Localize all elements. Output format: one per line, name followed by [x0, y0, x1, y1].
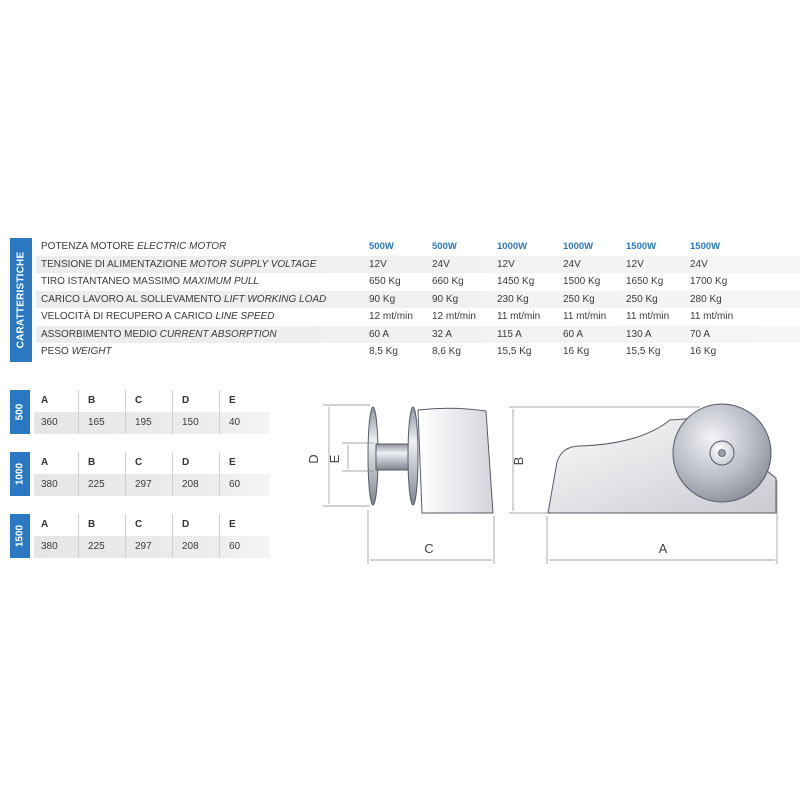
spec-row-label	[41, 308, 274, 326]
label-it: VELOCITÀ DI RECUPERO A CARICO	[41, 311, 213, 322]
spec-cell: 24V	[690, 258, 708, 270]
dimension-header-row	[34, 514, 270, 536]
spec-cell: 60 A	[369, 328, 390, 340]
model-label: 1500	[14, 524, 26, 548]
spec-header-row	[36, 238, 800, 256]
dimension-value: 380	[34, 536, 79, 558]
dimension-value: 208	[175, 536, 220, 558]
dimension-header: B	[81, 452, 126, 474]
spec-cell: 12V	[626, 258, 644, 270]
dimension-value: 150	[175, 412, 220, 434]
dimension-label-e: E	[327, 454, 342, 464]
dimension-value-row	[34, 536, 270, 558]
dimension-value: 225	[81, 474, 126, 496]
label-en: CURRENT ABSORPTION	[159, 328, 277, 340]
section-tab	[10, 238, 32, 362]
dimension-value: 208	[175, 474, 220, 496]
dimension-value: 60	[229, 541, 241, 552]
dimension-header: A	[34, 514, 79, 536]
spec-row-label	[41, 273, 259, 291]
drum-barrel	[376, 444, 412, 470]
spec-cell: 8,5 Kg	[369, 346, 398, 357]
label-en: MAXIMUM PULL	[182, 276, 259, 287]
spec-cell: 230 Kg	[497, 293, 529, 305]
label-it: CARICO LAVORO AL SOLLEVAMENTO	[41, 293, 222, 305]
spec-cell: 250 Kg	[563, 293, 595, 305]
dimension-label-c: C	[424, 541, 434, 556]
dimension-header-row	[34, 452, 270, 474]
spec-cell: 32 A	[432, 328, 453, 340]
specifications-table	[10, 238, 800, 362]
dimension-header: B	[81, 390, 126, 412]
label-en: WEIGHT	[71, 346, 112, 357]
dimension-value-row	[34, 474, 270, 496]
spec-row-label	[41, 326, 277, 344]
model-tab	[10, 452, 30, 496]
dimension-value: 40	[229, 417, 241, 428]
model-column-header: 500W	[432, 241, 457, 252]
spec-cell: 1700 Kg	[690, 276, 728, 287]
dimension-value: 60	[229, 479, 241, 490]
label-it: ASSORBIMENTO MEDIO	[41, 328, 157, 340]
spec-cell: 250 Kg	[626, 293, 658, 305]
dimension-value: 297	[128, 474, 173, 496]
spec-cell: 12 mt/min	[432, 311, 476, 322]
spec-cell: 60 A	[563, 328, 584, 340]
label-en: LIFT WORKING LOAD	[224, 293, 327, 305]
spec-cell: 11 mt/min	[563, 311, 607, 322]
dimension-table-1500	[10, 514, 270, 558]
spec-cell: 16 Kg	[563, 346, 590, 357]
spec-row-weight	[36, 343, 800, 361]
spec-cell: 11 mt/min	[690, 311, 734, 322]
winch-front-view	[306, 405, 494, 564]
dimension-value: 165	[81, 412, 126, 434]
spec-row-label	[41, 256, 316, 274]
dimension-header: C	[128, 514, 173, 536]
spec-cell: 16 Kg	[690, 346, 717, 357]
spec-cell: 90 Kg	[432, 293, 459, 305]
dimension-table-500	[10, 390, 270, 434]
label-it: PESO	[41, 346, 69, 357]
dimension-header: D	[175, 452, 220, 474]
spec-cell: 1450 Kg	[497, 276, 535, 287]
spec-cell: 650 Kg	[369, 276, 401, 287]
spec-cell: 70 A	[690, 328, 711, 340]
dimension-header: E	[229, 395, 236, 406]
dimension-header: C	[128, 452, 173, 474]
spec-cell: 15,5 Kg	[497, 346, 532, 357]
model-column-header: 1000W	[497, 241, 528, 252]
label-en: MOTOR SUPPLY VOLTAGE	[189, 258, 317, 270]
spec-cell: 12V	[497, 258, 515, 270]
model-column-header: 1500W	[690, 241, 721, 252]
spec-cell: 1500 Kg	[563, 276, 601, 287]
dimension-header: D	[175, 390, 220, 412]
hub-center	[719, 450, 726, 457]
spec-row-label	[41, 238, 226, 256]
label-en: ELECTRIC MOTOR	[136, 241, 227, 252]
spec-cell: 90 Kg	[369, 293, 396, 305]
motor-housing	[418, 408, 493, 513]
model-tab	[10, 390, 30, 434]
dimension-label-a: A	[658, 541, 668, 556]
spec-cell: 660 Kg	[432, 276, 464, 287]
dimension-value: 380	[34, 474, 79, 496]
spec-row-current-absorption	[36, 326, 800, 344]
spec-cell: 24V	[432, 258, 450, 270]
model-column-header: 1500W	[626, 241, 657, 252]
spec-cell: 12V	[369, 258, 387, 270]
dimension-header: C	[128, 390, 173, 412]
dimension-header: D	[175, 514, 220, 536]
spec-row-maximum-pull	[36, 273, 800, 291]
spec-cell: 130 A	[626, 328, 652, 340]
model-tab	[10, 514, 30, 558]
spec-cell: 1650 Kg	[626, 276, 664, 287]
dimension-header: B	[81, 514, 126, 536]
model-column-header: 1000W	[563, 241, 594, 252]
spec-row-label	[41, 343, 112, 361]
dimension-value: 225	[81, 536, 126, 558]
drum-flange-inner	[408, 407, 418, 505]
dimension-label-b: B	[511, 456, 526, 466]
dimension-header-row	[34, 390, 270, 412]
label-it: POTENZA MOTORE	[41, 241, 135, 252]
spec-row-working-load	[36, 291, 800, 309]
dimension-value-row	[34, 412, 270, 434]
spec-rows	[36, 238, 800, 361]
spec-row-line-speed	[36, 308, 800, 326]
dimension-header: A	[34, 390, 79, 412]
dimension-value: 195	[128, 412, 173, 434]
model-column-header: 500W	[369, 241, 394, 252]
spec-cell: 11 mt/min	[497, 311, 541, 322]
dimension-value: 297	[128, 536, 173, 558]
dimension-header: E	[229, 457, 236, 468]
section-label: CARATTERISTICHE	[15, 251, 27, 349]
spec-cell: 8,6 Kg	[432, 346, 461, 357]
label-it: TIRO ISTANTANEO MASSIMO	[41, 276, 181, 287]
dimension-label-d: D	[306, 454, 321, 464]
dimension-header: A	[34, 452, 79, 474]
technical-drawing	[300, 390, 795, 570]
spec-cell: 24V	[563, 258, 581, 270]
label-en: LINE SPEED	[215, 311, 275, 322]
spec-cell: 12 mt/min	[369, 311, 413, 322]
spec-row-label	[41, 291, 326, 309]
label-it: TENSIONE DI ALIMENTAZIONE	[41, 258, 187, 270]
winch-side-view	[509, 404, 777, 564]
spec-row-voltage	[36, 256, 800, 274]
spec-cell: 15,5 Kg	[626, 346, 661, 357]
dimension-table-1000	[10, 452, 270, 496]
spec-cell: 115 A	[497, 328, 522, 340]
model-label: 500	[14, 403, 26, 421]
spec-cell: 280 Kg	[690, 293, 722, 305]
spec-cell: 11 mt/min	[626, 311, 670, 322]
dimension-header: E	[229, 519, 236, 530]
model-label: 1000	[14, 462, 26, 486]
dimension-value: 360	[34, 412, 79, 434]
